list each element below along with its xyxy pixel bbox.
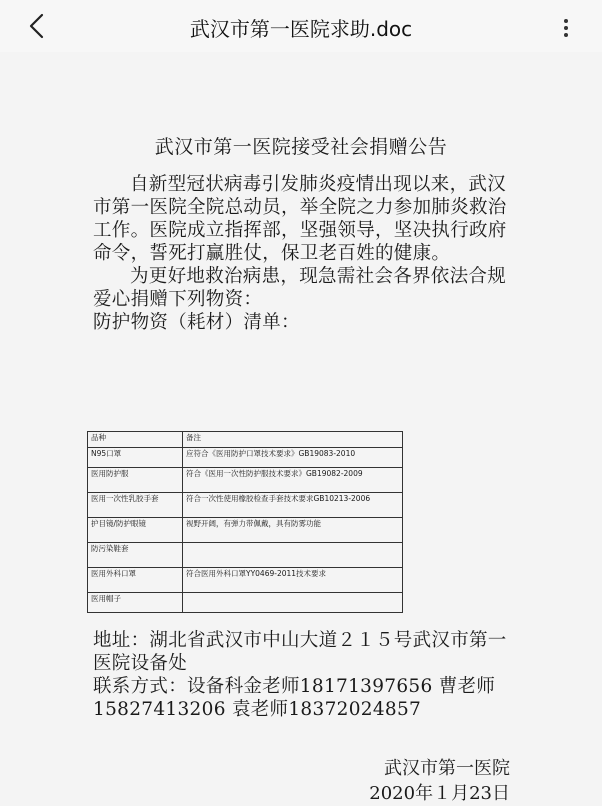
paragraph-request: 为更好地救治病患，现急需社会各界依法合规爱心捐赠下列物资： xyxy=(93,266,507,310)
table-cell-note xyxy=(183,543,403,568)
table-cell-item: 医用防护服 xyxy=(88,468,183,493)
contact-section xyxy=(93,629,523,721)
announcement-body xyxy=(93,173,523,334)
table-header-row xyxy=(88,432,403,448)
announcement-heading: 武汉市第一医院接受社会捐赠公告 xyxy=(154,136,448,158)
supply-list-title: 防护物资（耗材）清单： xyxy=(93,312,300,333)
table-cell-note: 符合医用外科口罩YY0469-2011技术要求 xyxy=(183,568,403,593)
address-text: 地址：湖北省武汉市中山大道２１５号武汉市第一医院设备处 xyxy=(93,630,507,674)
table-header-cell: 品种 xyxy=(88,432,183,448)
table-row xyxy=(88,593,403,613)
table-row xyxy=(88,493,403,518)
table-cell-item: 医用一次性乳胶手套 xyxy=(88,493,183,518)
signature-org: 武汉市第一医院 xyxy=(384,758,510,779)
signature-block xyxy=(369,756,510,806)
table-cell-item: N95口罩 xyxy=(88,448,183,468)
document-title: 武汉市第一医院求助.doc xyxy=(189,17,413,41)
top-bar xyxy=(0,0,602,52)
contact-text: 联系方式：设备科金老师18171397656 曹老师15827413206 袁老师18372024857 xyxy=(93,676,496,720)
more-options-button[interactable] xyxy=(554,18,578,38)
table-row xyxy=(88,518,403,543)
table-row xyxy=(88,468,403,493)
table-row xyxy=(88,448,403,468)
table-header-cell: 备注 xyxy=(183,432,403,448)
table-cell-note xyxy=(183,593,403,613)
table-cell-note: 符合一次性使用橡胶检查手套技术要求GB10213-2006 xyxy=(183,493,403,518)
more-vertical-icon xyxy=(554,18,578,38)
table-row xyxy=(88,543,403,568)
table-cell-item: 护目镜/防护眼镜 xyxy=(88,518,183,543)
document-page xyxy=(0,52,602,804)
table-row xyxy=(88,568,403,593)
table-cell-note: 应符合《医用防护口罩技术要求》GB19083-2010 xyxy=(183,448,403,468)
signature-date: 2020年１月23日 xyxy=(369,783,510,804)
table-cell-item: 防污染鞋套 xyxy=(88,543,183,568)
supply-table xyxy=(87,431,403,613)
table-cell-item: 医用帽子 xyxy=(88,593,183,613)
paragraph-intro: 自新型冠状病毒引发肺炎疫情出现以来，武汉市第一医院全院总动员，举全院之力参加肺炎救治工作。医院成立指挥部，坚强领导，坚决执行政府命令，誓死打赢胜仗，保卫老百姓的健康。 xyxy=(93,174,507,264)
table-cell-item: 医用外科口罩 xyxy=(88,568,183,593)
table-cell-note: 视野开阔，有弹力带佩戴，具有防雾功能 xyxy=(183,518,403,543)
table-cell-note: 符合《医用一次性防护服技术要求》GB19082-2009 xyxy=(183,468,403,493)
